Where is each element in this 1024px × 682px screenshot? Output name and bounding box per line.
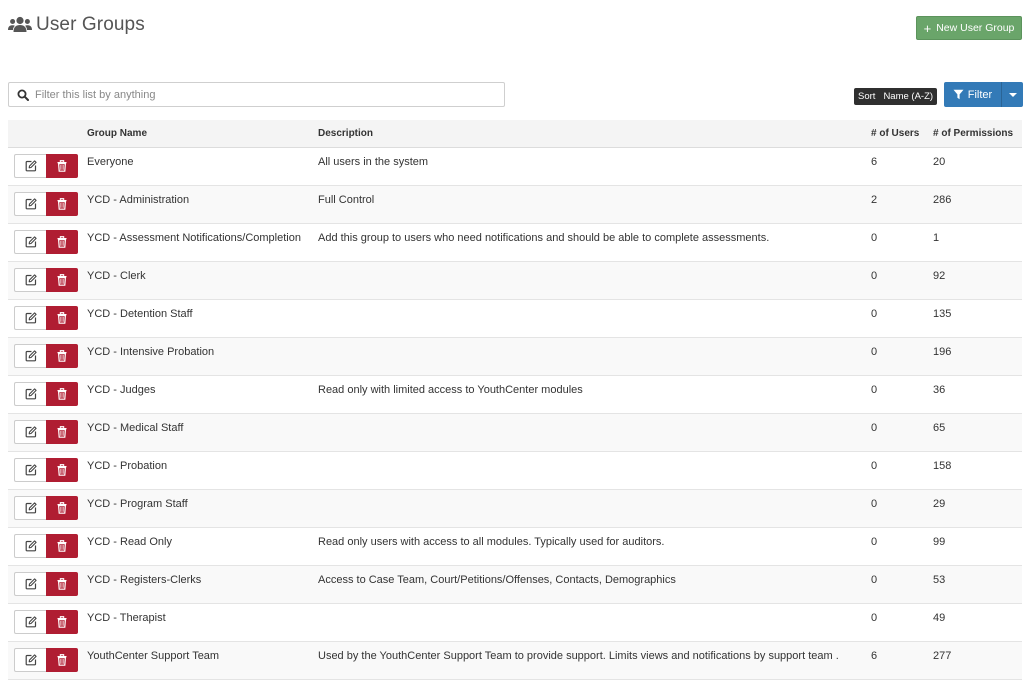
column-header-permissions[interactable]: # of Permissions: [933, 120, 1022, 147]
edit-button[interactable]: [14, 230, 46, 254]
delete-button[interactable]: [46, 192, 78, 216]
trash-icon: [56, 578, 68, 590]
description-cell: [318, 413, 871, 451]
group-name-cell: YCD - Administration: [87, 185, 318, 223]
row-actions: [8, 223, 87, 261]
edit-icon: [25, 312, 37, 324]
permissions-count-cell: 92: [933, 261, 1022, 299]
filter-button-label: Filter: [967, 88, 993, 101]
description-cell: [318, 337, 871, 375]
delete-button[interactable]: [46, 154, 78, 178]
delete-button[interactable]: [46, 382, 78, 406]
description-cell: [318, 603, 871, 641]
delete-button[interactable]: [46, 230, 78, 254]
caret-down-icon: [1009, 93, 1017, 97]
row-actions: [8, 375, 87, 413]
permissions-count-cell: 158: [933, 451, 1022, 489]
table-row[interactable]: [8, 337, 1022, 375]
column-header-group-name[interactable]: Group Name: [87, 120, 318, 147]
permissions-count-cell: 65: [933, 413, 1022, 451]
edit-button[interactable]: [14, 306, 46, 330]
group-name-cell: YCD - Program Staff: [87, 489, 318, 527]
users-count-cell: 0: [871, 451, 933, 489]
trash-icon: [56, 312, 68, 324]
table-row[interactable]: [8, 489, 1022, 527]
edit-button[interactable]: [14, 610, 46, 634]
page-title: [8, 14, 145, 36]
filter-button[interactable]: [944, 82, 1002, 107]
filter-field[interactable]: [8, 82, 505, 107]
edit-icon: [25, 654, 37, 666]
edit-button[interactable]: [14, 496, 46, 520]
users-count-cell: 0: [871, 489, 933, 527]
permissions-count-cell: 29: [933, 489, 1022, 527]
row-actions: [8, 603, 87, 641]
delete-button[interactable]: [46, 572, 78, 596]
search-icon: [17, 89, 29, 101]
trash-icon: [56, 388, 68, 400]
sort-indicator[interactable]: [854, 88, 937, 105]
edit-button[interactable]: [14, 382, 46, 406]
edit-button[interactable]: [14, 154, 46, 178]
group-name-cell: YCD - Registers-Clerks: [87, 565, 318, 603]
trash-icon: [56, 540, 68, 552]
group-name-cell: YCD - Intensive Probation: [87, 337, 318, 375]
trash-icon: [56, 350, 68, 362]
delete-button[interactable]: [46, 420, 78, 444]
permissions-count-cell: 286: [933, 185, 1022, 223]
edit-icon: [25, 160, 37, 172]
permissions-count-cell: 20: [933, 147, 1022, 185]
edit-icon: [25, 350, 37, 362]
edit-icon: [25, 388, 37, 400]
users-count-cell: 0: [871, 527, 933, 565]
edit-icon: [25, 540, 37, 552]
edit-button[interactable]: [14, 572, 46, 596]
column-header-description[interactable]: Description: [318, 120, 871, 147]
edit-icon: [25, 274, 37, 286]
table-row[interactable]: [8, 527, 1022, 565]
delete-button[interactable]: [46, 610, 78, 634]
edit-icon: [25, 578, 37, 590]
sort-label: Sort: [858, 91, 876, 102]
trash-icon: [56, 160, 68, 172]
new-user-group-label: New User Group: [936, 22, 1015, 34]
table-row[interactable]: [8, 413, 1022, 451]
edit-button[interactable]: [14, 534, 46, 558]
description-cell: [318, 451, 871, 489]
row-actions: [8, 261, 87, 299]
trash-icon: [56, 274, 68, 286]
description-cell: Used by the YouthCenter Support Team to provide support. Limits views and notifications by support team .: [318, 641, 871, 679]
description-cell: [318, 299, 871, 337]
table-row[interactable]: [8, 565, 1022, 603]
group-name-cell: YCD - Medical Staff: [87, 413, 318, 451]
description-cell: All users in the system: [318, 147, 871, 185]
table-row[interactable]: [8, 641, 1022, 679]
row-actions: [8, 337, 87, 375]
edit-button[interactable]: [14, 268, 46, 292]
trash-icon: [56, 236, 68, 248]
permissions-count-cell: 277: [933, 641, 1022, 679]
description-cell: [318, 261, 871, 299]
users-count-cell: 0: [871, 603, 933, 641]
delete-button[interactable]: [46, 496, 78, 520]
edit-button[interactable]: [14, 648, 46, 672]
group-name-cell: YCD - Clerk: [87, 261, 318, 299]
users-count-cell: 2: [871, 185, 933, 223]
group-name-cell: YCD - Assessment Notifications/Completion: [87, 223, 318, 261]
table-row[interactable]: [8, 185, 1022, 223]
row-actions: [8, 185, 87, 223]
edit-icon: [25, 426, 37, 438]
edit-icon: [25, 616, 37, 628]
row-actions: [8, 489, 87, 527]
edit-icon: [25, 464, 37, 476]
edit-button[interactable]: [14, 420, 46, 444]
group-name-cell: YCD - Detention Staff: [87, 299, 318, 337]
users-count-cell: 0: [871, 261, 933, 299]
filter-input[interactable]: [35, 89, 495, 101]
description-cell: Read only users with access to all modules. Typically used for auditors.: [318, 527, 871, 565]
permissions-count-cell: 1: [933, 223, 1022, 261]
users-count-cell: 0: [871, 223, 933, 261]
filter-button-group: [944, 82, 1023, 107]
description-cell: Read only with limited access to YouthCenter modules: [318, 375, 871, 413]
row-actions: [8, 299, 87, 337]
group-name-cell: YCD - Read Only: [87, 527, 318, 565]
edit-icon: [25, 236, 37, 248]
users-count-cell: 0: [871, 413, 933, 451]
table-row[interactable]: [8, 299, 1022, 337]
table-row[interactable]: [8, 223, 1022, 261]
permissions-count-cell: 36: [933, 375, 1022, 413]
table-row[interactable]: [8, 451, 1022, 489]
group-name-cell: Everyone: [87, 147, 318, 185]
description-cell: Full Control: [318, 185, 871, 223]
delete-button[interactable]: [46, 458, 78, 482]
users-count-cell: 6: [871, 147, 933, 185]
new-user-group-button[interactable]: [916, 16, 1022, 40]
page-title-text: User Groups: [36, 14, 145, 35]
group-name-cell: YCD - Therapist: [87, 603, 318, 641]
users-icon: [8, 15, 32, 35]
edit-icon: [25, 198, 37, 210]
users-count-cell: 0: [871, 565, 933, 603]
sort-value: Name (A-Z): [883, 91, 934, 102]
edit-button[interactable]: [14, 458, 46, 482]
delete-button[interactable]: [46, 306, 78, 330]
permissions-count-cell: 135: [933, 299, 1022, 337]
delete-button[interactable]: [46, 344, 78, 368]
trash-icon: [56, 426, 68, 438]
permissions-count-cell: 49: [933, 603, 1022, 641]
group-name-cell: YCD - Judges: [87, 375, 318, 413]
table-row[interactable]: [8, 147, 1022, 185]
delete-button[interactable]: [46, 268, 78, 292]
description-cell: Access to Case Team, Court/Petitions/Offenses, Contacts, Demographics: [318, 565, 871, 603]
row-actions: [8, 641, 87, 679]
group-name-cell: YCD - Probation: [87, 451, 318, 489]
edit-button[interactable]: [14, 344, 46, 368]
trash-icon: [56, 616, 68, 628]
trash-icon: [56, 198, 68, 210]
users-count-cell: 0: [871, 299, 933, 337]
funnel-icon: [953, 89, 964, 100]
table-row[interactable]: [8, 261, 1022, 299]
trash-icon: [56, 502, 68, 514]
description-cell: [318, 489, 871, 527]
page-header: [0, 0, 1024, 60]
table-row[interactable]: [8, 375, 1022, 413]
trash-icon: [56, 654, 68, 666]
users-count-cell: 0: [871, 337, 933, 375]
delete-button[interactable]: [46, 648, 78, 672]
edit-button[interactable]: [14, 192, 46, 216]
filter-dropdown-toggle[interactable]: [1002, 82, 1023, 107]
delete-button[interactable]: [46, 534, 78, 558]
table-header-row: [8, 120, 1022, 147]
plus-icon: +: [923, 20, 932, 36]
permissions-count-cell: 196: [933, 337, 1022, 375]
row-actions: [8, 451, 87, 489]
row-actions: [8, 413, 87, 451]
row-actions: [8, 147, 87, 185]
group-name-cell: YouthCenter Support Team: [87, 641, 318, 679]
column-header-actions: [8, 120, 87, 147]
row-actions: [8, 565, 87, 603]
permissions-count-cell: 99: [933, 527, 1022, 565]
table-row[interactable]: [8, 603, 1022, 641]
users-count-cell: 6: [871, 641, 933, 679]
edit-icon: [25, 502, 37, 514]
description-cell: Add this group to users who need notifications and should be able to complete assessments.: [318, 223, 871, 261]
permissions-count-cell: 53: [933, 565, 1022, 603]
trash-icon: [56, 464, 68, 476]
user-groups-table: [8, 120, 1022, 680]
users-count-cell: 0: [871, 375, 933, 413]
column-header-users[interactable]: # of Users: [871, 120, 933, 147]
row-actions: [8, 527, 87, 565]
